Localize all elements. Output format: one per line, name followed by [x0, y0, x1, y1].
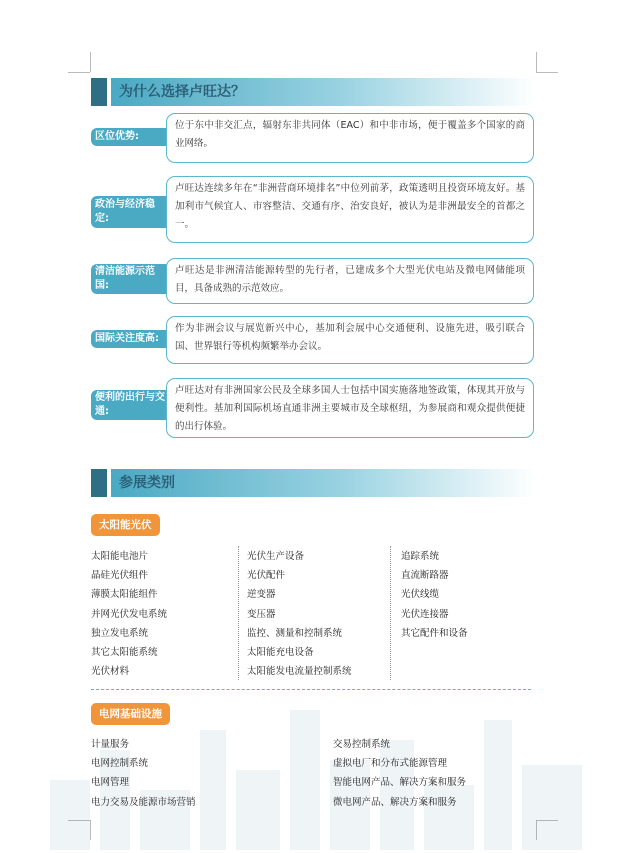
reason-tag-travel: 便利的出行与交通: — [91, 390, 171, 420]
reason-tag-clean-energy: 清洁能源示范国: — [91, 264, 171, 294]
list-item: 光伏配件 — [247, 570, 286, 582]
reason-text-clean-energy: 卢旺达是非洲清洁能源转型的先行者，已建成多个大型光伏电站及微电网储能项目，具备成熟的示范效应。 — [166, 258, 534, 304]
list-item: 变压器 — [247, 608, 276, 620]
list-item: 虚拟电厂和分布式能源管理 — [333, 758, 448, 770]
list-item: 计量服务 — [91, 739, 130, 750]
reason-tag-location: 区位优势: — [91, 128, 171, 146]
crop-mark-top-right-h — [536, 72, 558, 73]
list-item: 并网光伏发电系统 — [91, 608, 168, 620]
section-header-why-rwanda — [91, 78, 536, 106]
list-item: 薄膜太阳能组件 — [91, 589, 158, 601]
list-item: 逆变器 — [247, 589, 276, 601]
section-header-categories — [91, 469, 536, 497]
crop-mark-top-left-h — [68, 72, 90, 73]
list-item: 监控、测量和控制系统 — [247, 627, 343, 639]
list-item: 电力交易及能源市场营销 — [91, 796, 196, 808]
reason-tag-attention: 国际关注度高: — [91, 330, 171, 348]
list-item: 太阳能发电流量控制系统 — [247, 666, 352, 678]
crop-mark-top-right-v — [536, 52, 537, 72]
list-item: 晶硅光伏组件 — [91, 570, 149, 582]
list-item: 太阳能充电设备 — [247, 647, 314, 659]
list-item: 微电网产品、解决方案和服务 — [333, 796, 457, 808]
list-item: 光伏生产设备 — [247, 551, 305, 562]
list-item: 智能电网产品、解决方案和服务 — [333, 777, 467, 789]
grid-column-1 — [91, 735, 196, 812]
section-title: 为什么选择卢旺达？ — [119, 84, 245, 100]
category-label-grid: 电网基础设施 — [91, 703, 170, 725]
solar-column-3 — [401, 547, 468, 643]
list-item: 直流断路器 — [401, 570, 449, 582]
section-title: 参展类别 — [119, 475, 175, 491]
solar-column-1 — [91, 547, 167, 681]
list-item: 光伏线缆 — [401, 589, 440, 601]
reason-tag-stability: 政治与经济稳定: — [91, 196, 171, 228]
column-divider — [238, 546, 239, 680]
category-separator — [91, 689, 531, 690]
reason-text-location: 位于东中非交汇点，辐射东非共同体（EAC）和中非市场，便于覆盖多个国家的商业网络。 — [166, 113, 534, 163]
list-item: 太阳能电池片 — [91, 551, 149, 562]
list-item: 其它太阳能系统 — [91, 647, 158, 659]
reason-text-stability: 卢旺达连续多年在“非洲营商环境排名”中位列前茅，政策透明且投资环境友好。基加利市气候宜人、市容整洁、交通有序、治安良好，被认为是非洲最安全的首都之一。 — [166, 176, 534, 243]
crop-mark-top-left-v — [90, 52, 91, 72]
reason-text-attention: 作为非洲会议与展览新兴中心，基加利会展中心交通便利、设施先进，吸引联合国、世界银行等机构频繁举办会议。 — [166, 316, 534, 364]
column-divider — [390, 546, 391, 680]
solar-column-2 — [247, 547, 352, 681]
list-item: 追踪系统 — [401, 551, 440, 562]
header-accent-square — [91, 469, 107, 497]
list-item: 交易控制系统 — [333, 739, 391, 750]
list-item: 其它配件和设备 — [401, 627, 468, 639]
reason-text-travel: 卢旺达对有非洲国家公民及全球多国人士包括中国实施落地签政策，体现其开放与便利性。基加利国际机场直通非洲主要城市及全球枢纽，为参展商和观众提供便捷的出行体验。 — [166, 378, 534, 438]
list-item: 电网管理 — [91, 777, 130, 789]
header-accent-square — [91, 78, 107, 106]
category-label-solar: 太阳能光伏 — [91, 514, 160, 536]
list-item: 独立发电系统 — [91, 627, 149, 639]
list-item: 电网控制系统 — [91, 758, 149, 770]
list-item: 光伏连接器 — [401, 608, 449, 620]
grid-column-2 — [333, 735, 466, 812]
list-item: 光伏材料 — [91, 666, 130, 678]
